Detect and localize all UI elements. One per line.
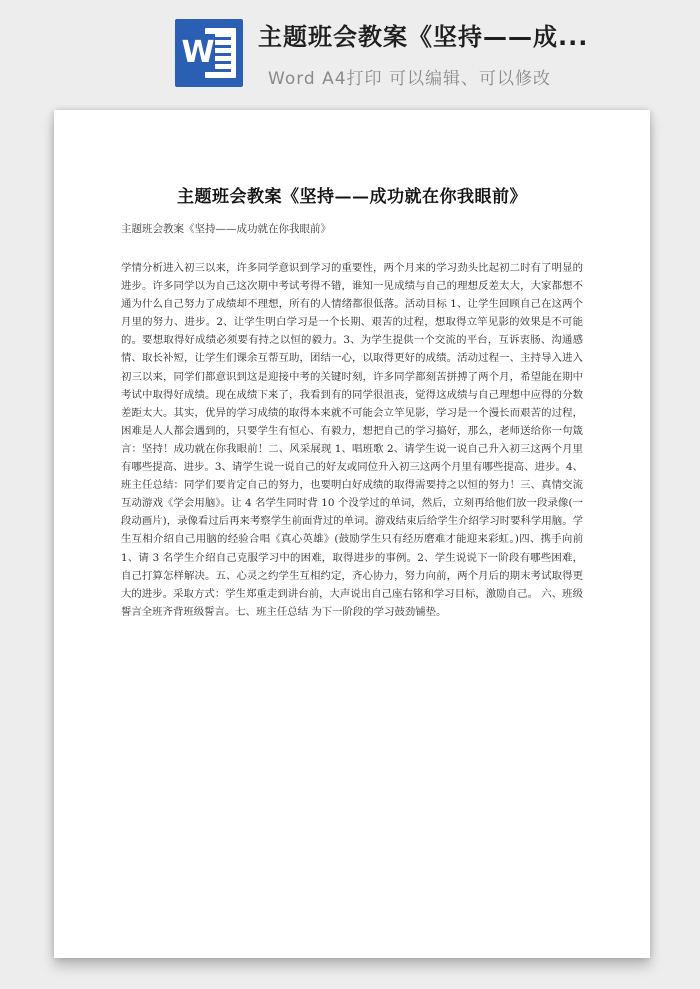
- file-header: [0, 0, 700, 96]
- document-title: 主题班会教案《坚持——成功就在你我眼前》: [177, 187, 527, 207]
- document-page: [54, 110, 650, 958]
- word-document-icon: [175, 19, 243, 87]
- document-subtitle: 主题班会教案《坚持——成功就在你我眼前》: [121, 223, 331, 235]
- file-title: 主题班会教案《坚持——成...: [258, 23, 589, 51]
- file-subtitle: Word A4打印 可以编辑、可以修改: [268, 69, 551, 89]
- document-body: 学情分析进入初三以来，许多同学意识到学习的重要性，两个月来的学习劲头比起初二时有了明显的进步。许多同学以为自己这次期中考试考得不错，谁知一见成绩与自己的理想反差太大，大家都想不通为什么自己努力了成绩却不理想，所有的人情绪都很低落。活动目标 1、让学生回顾自己在这两个月里的努力、进步。2、让学生明白学习是一个长期、艰苦的过程，想取得立竿见影的效果是不可能的。要想取得好成绩必须要有持之以恒的毅力。3、为学生提供一个交流的平台，互诉衷肠、沟通感情、取长补短，让学生们课余互帮互助，团结一心，以取得更好的成绩。活动过程一、主持导入进入初三以来，同学们都意识到这是迎接中考的关键时刻，许多同学都刻苦拼搏了两个月，希望能在期中考试中取得好成绩。现在成绩下来了，我看到有的同学很沮丧，觉得这成绩与自己理想中应得的分数差距太大。其实，优异的学习成绩的取得本来就不可能会立竿见影，学习是一个漫长而艰苦的过程，困难是人人都会遇到的，只要学生有恒心、有毅力，想把自己的学习搞好，那么，老师送给你一句箴言：坚持！成功就在你我眼前！二、风采展现 1、唱班歌 2、请学生说一说自己升入初三这两个月里有哪些提高、进步。3、请学生说一说自己的好友或同位升入初三这两个月里有哪些提高、进步。4、班主任总结：同学们要肯定自己的努力，也要明白好成绩的取得需要持之以恒的努力！三、真情交流 互动游戏《学会用脑》。让 4 名学生同时背 10 个没学过的单词，然后，立刻再给他们放一段录像(一段动画片)，录像看过后再来考察学生前面背过的单词。游戏结束后给学生介绍学习时要科学用脑。学生互相介绍自己用脑的经验合唱《真心英雄》(鼓励学生只有经历磨难才能迎来彩虹。)四、携手向前 1、请 3 名学生介绍自己克服学习中的困难，取得进步的事例。2、学生说说下一阶段有哪些困难，自己打算怎样解决。五、心灵之约学生互相约定，齐心协力，努力向前，两个月后的期末考试取得更大的进步。采取方式：学生郑重走到讲台前，大声说出自己座右铭和学习目标，激励自己。 六、班级誓言全班齐背班级誓言。七、班主任总结 为下一阶段的学习鼓劲铺垫。: [121, 262, 583, 618]
- word-letter: W: [181, 35, 215, 70]
